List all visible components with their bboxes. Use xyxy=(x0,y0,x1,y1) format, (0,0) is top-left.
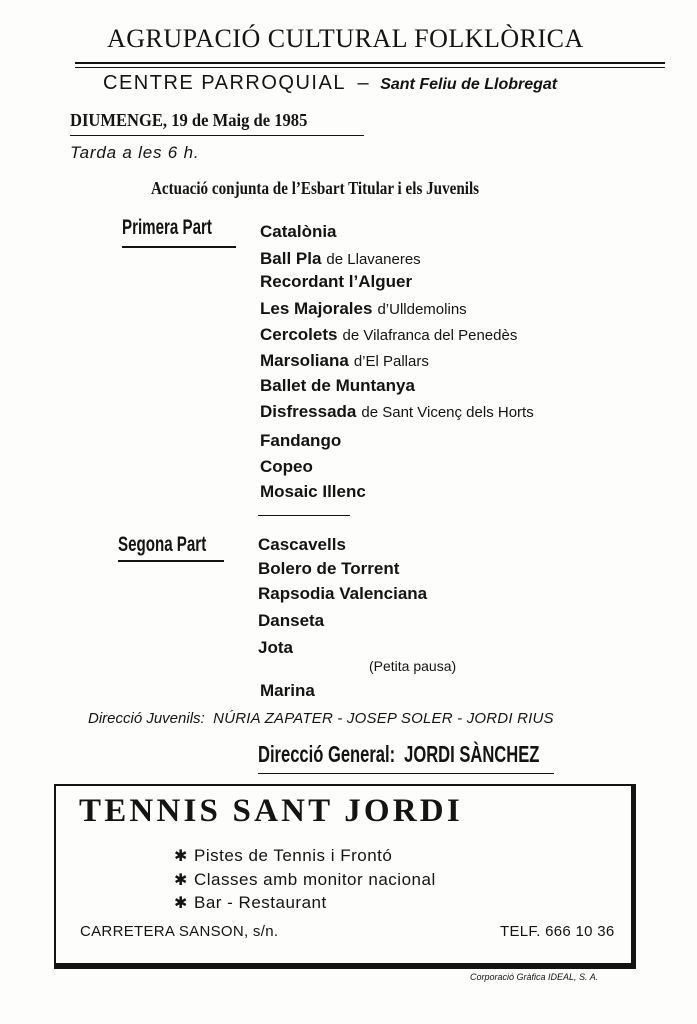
dance-name: Ballet de Muntanya xyxy=(260,376,415,395)
part1-item xyxy=(260,376,415,396)
part1-item xyxy=(260,482,366,502)
part1-item xyxy=(260,431,341,451)
pause-note: (Petita pausa) xyxy=(369,658,457,674)
header-double-rule-bottom xyxy=(75,67,665,68)
dance-origin: d’Ulldemolins xyxy=(377,301,467,318)
dance-origin: d’El Pallars xyxy=(353,353,429,370)
dance-name: Fandango xyxy=(260,431,342,450)
dance-name: Les Majorales xyxy=(260,299,373,318)
asterisk-icon: ✱ xyxy=(174,895,188,912)
dance-origin: de Sant Vicenç dels Horts xyxy=(361,404,534,421)
ad-bullet xyxy=(174,870,436,890)
org-title: AGRUPACIÓ CULTURAL FOLKLÒRICA xyxy=(107,24,584,53)
dance-name: Bolero de Torrent xyxy=(258,559,400,578)
part1-item xyxy=(260,299,467,319)
printer-credit: Corporació Gràfica IDEAL, S. A. xyxy=(470,972,599,982)
dance-name: Catalònia xyxy=(260,222,337,241)
part1-item xyxy=(260,351,429,371)
dance-origin: de Vilafranca del Penedès xyxy=(342,327,518,344)
part1-item xyxy=(260,402,534,422)
part1-item xyxy=(260,325,517,345)
part1-item xyxy=(260,272,412,292)
part1-title-underline xyxy=(122,246,236,248)
header-double-rule-top xyxy=(75,62,665,64)
asterisk-icon: ✱ xyxy=(174,872,188,889)
part2-title-underline xyxy=(118,560,224,562)
part1-item xyxy=(260,249,421,269)
venue-dash: – xyxy=(357,72,369,94)
juvenils-credit xyxy=(88,710,554,728)
final-item: Marina xyxy=(260,681,315,700)
general-label: Direcció General: xyxy=(258,741,396,767)
event-time: Tarda a les 6 h. xyxy=(70,143,200,162)
part1-title: Primera Part xyxy=(122,216,212,239)
ad-bullet-text: Bar - Restaurant xyxy=(194,893,327,912)
ad-bullet-text: Classes amb monitor nacional xyxy=(194,870,436,889)
part2-title: Segona Part xyxy=(118,533,207,556)
ad-bullet xyxy=(174,846,392,866)
venue-name: CENTRE PARROQUIAL xyxy=(103,72,346,94)
dance-name: Copeo xyxy=(260,457,313,476)
part2-item xyxy=(258,611,324,631)
ad-phone: TELF. 666 10 36 xyxy=(500,923,615,940)
dance-name: Marsoliana xyxy=(260,351,349,370)
ad-bullet xyxy=(174,893,327,913)
ad-address: CARRETERA SANSON, s/n. xyxy=(80,923,279,940)
venue-town: Sant Feliu de Llobregat xyxy=(380,76,558,93)
dance-name: Danseta xyxy=(258,611,325,630)
part-divider xyxy=(258,515,350,516)
dance-name: Ball Pla xyxy=(260,249,322,268)
ad-bullet-text: Pistes de Tennis i Frontó xyxy=(194,846,393,865)
dance-name: Recordant l’Alguer xyxy=(260,272,413,291)
dance-name: Mosaic Illenc xyxy=(260,482,366,501)
part2-item xyxy=(258,638,293,658)
dance-name: Cercolets xyxy=(260,325,338,344)
juvenils-names: NÚRIA ZAPATER - JOSEP SOLER - JORDI RIUS xyxy=(213,710,554,727)
event-subtitle: Actuació conjunta de l’Esbart Titular i els Juvenils xyxy=(151,178,480,198)
part1-item xyxy=(260,457,313,477)
part2-item xyxy=(258,584,427,604)
dance-name: Jota xyxy=(258,638,293,657)
dance-name: Rapsodia Valenciana xyxy=(258,584,428,603)
asterisk-icon: ✱ xyxy=(174,848,188,865)
part2-item xyxy=(258,535,346,555)
ad-title: TENNIS SANT JORDI xyxy=(79,793,463,829)
dance-name: Disfressada xyxy=(260,402,357,421)
juvenils-label: Direcció Juvenils: xyxy=(88,710,205,727)
dance-origin: de Llavaneres xyxy=(326,251,421,268)
part1-item xyxy=(260,222,337,242)
part2-item xyxy=(258,559,399,579)
dance-name: Cascavells xyxy=(258,535,346,554)
general-credit-underline xyxy=(258,773,554,774)
venue-line xyxy=(103,72,557,95)
general-credit xyxy=(258,741,539,768)
event-date: DIUMENGE, 19 de Maig de 1985 xyxy=(70,110,308,130)
date-underline xyxy=(70,135,364,136)
general-name: JORDI SÀNCHEZ xyxy=(404,741,540,767)
